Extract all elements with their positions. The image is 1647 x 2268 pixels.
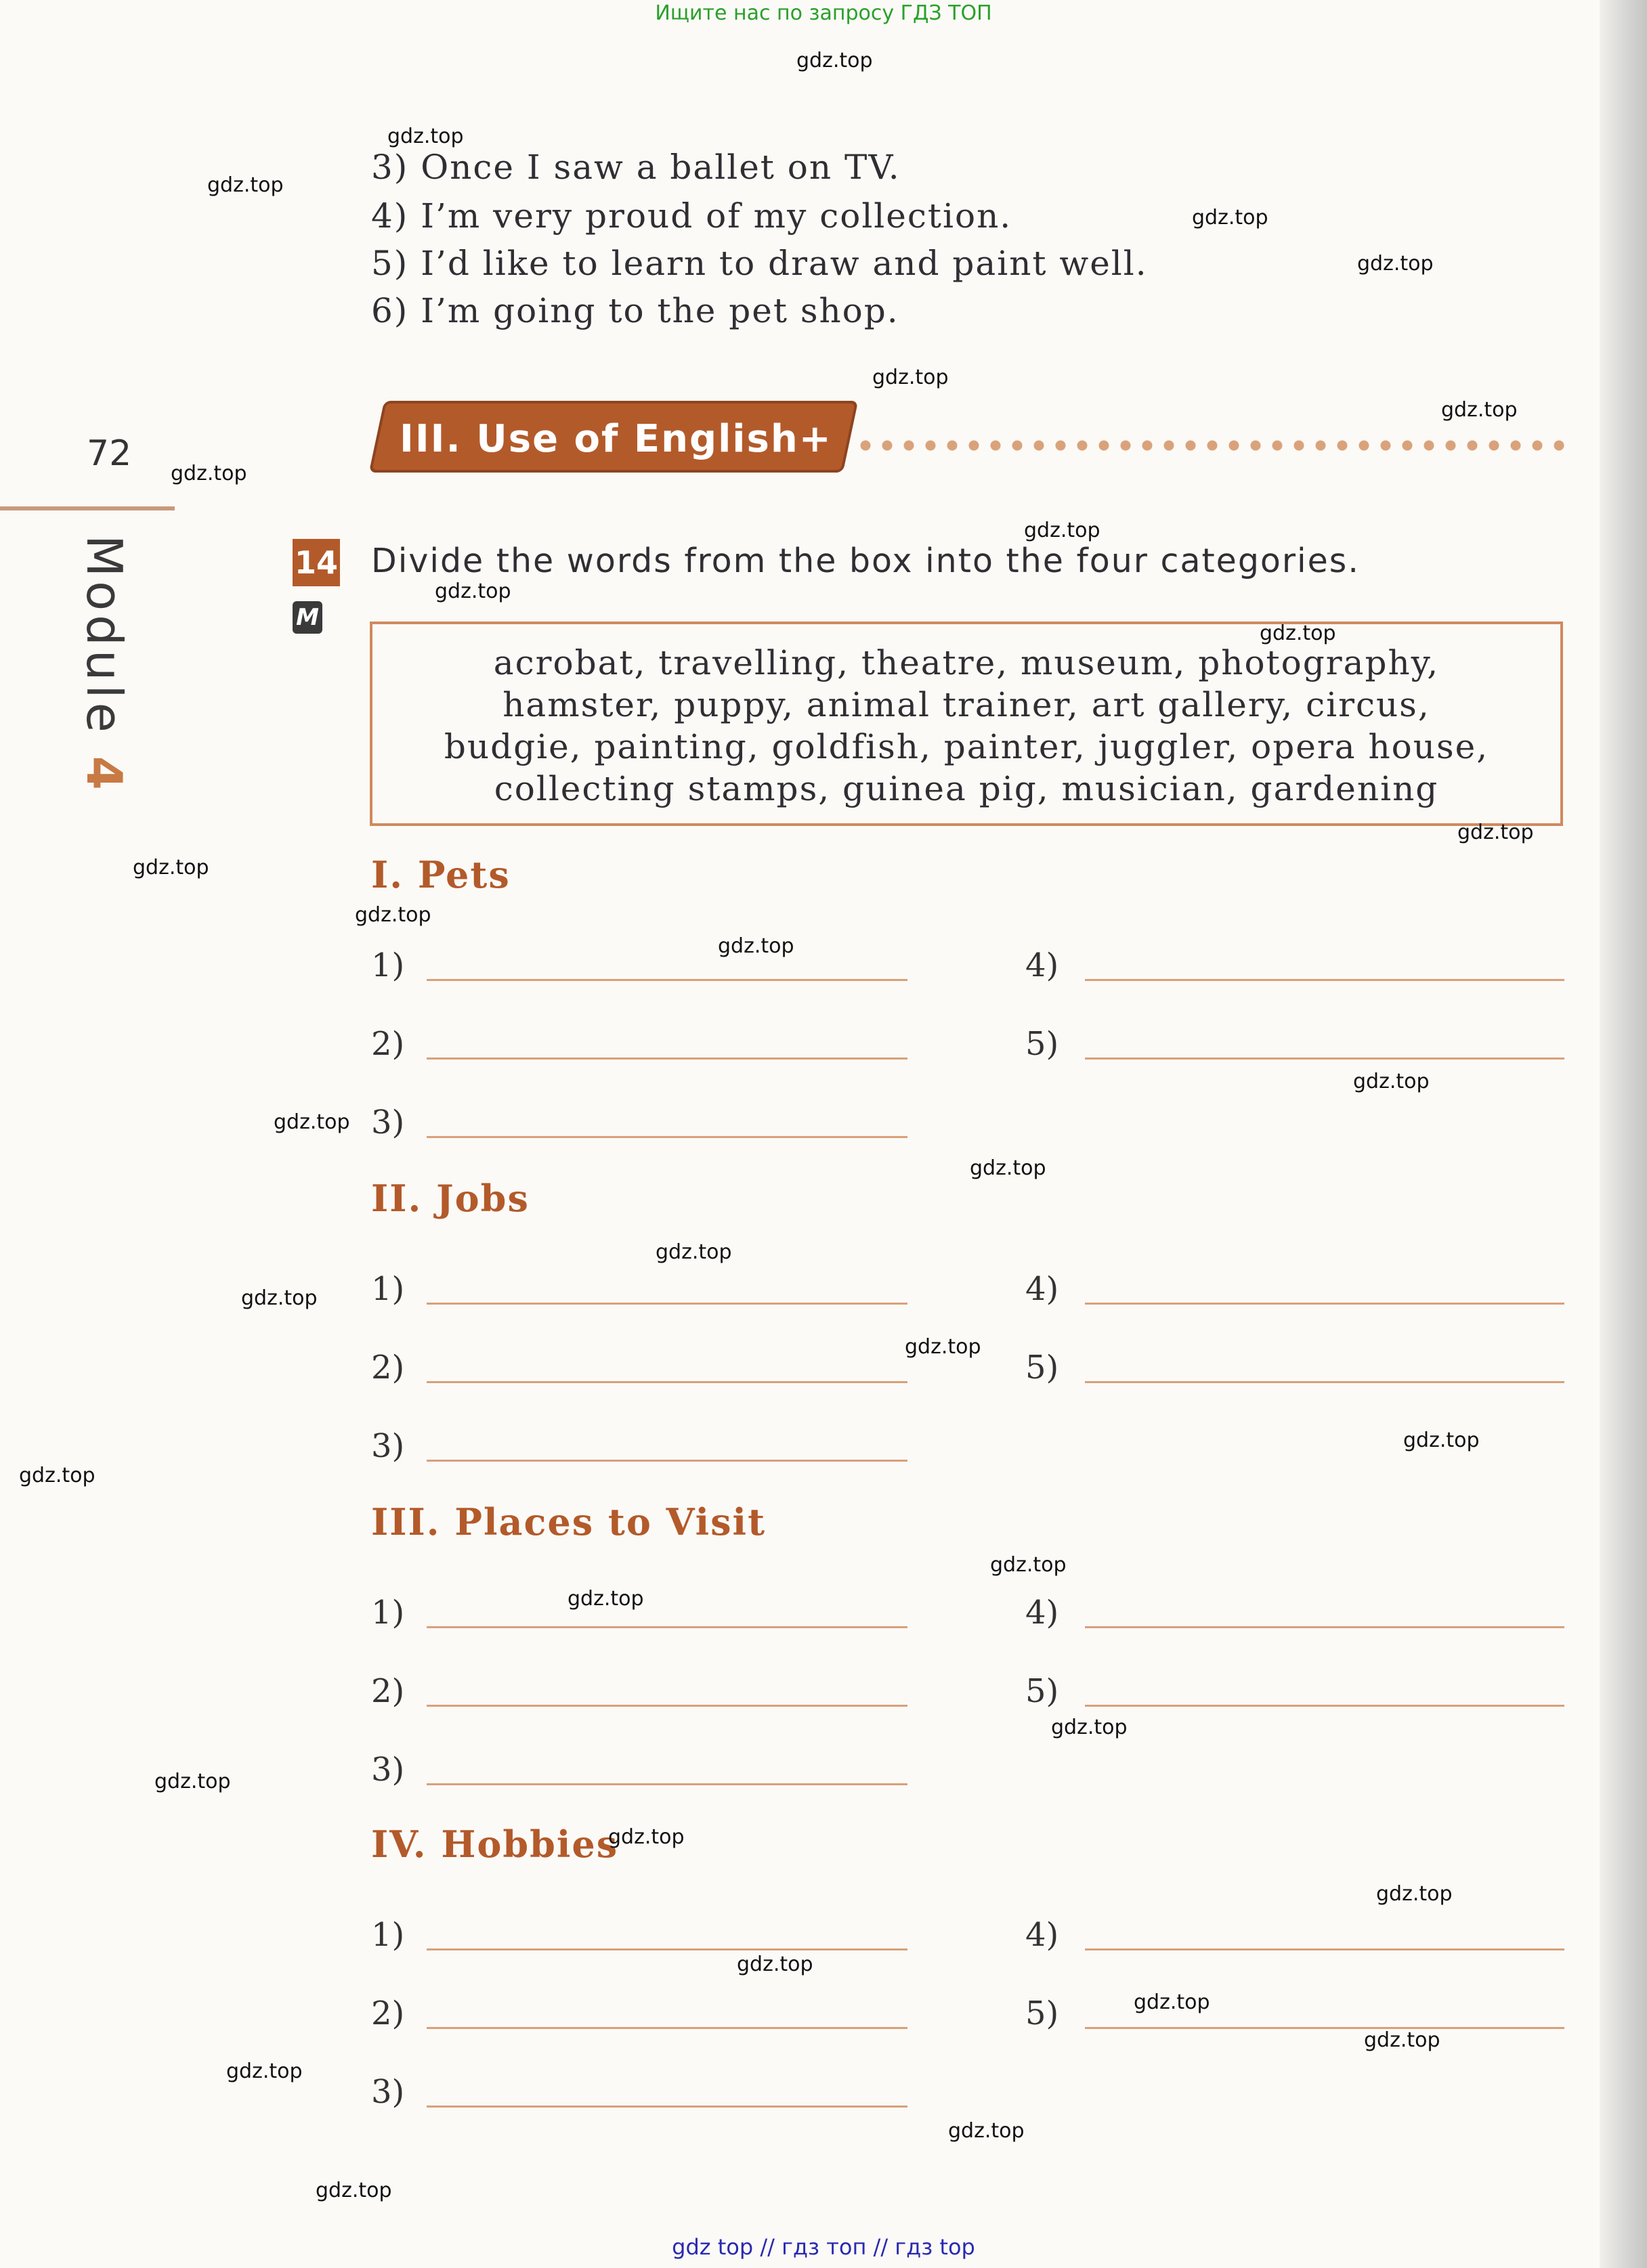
answer-label: 4) [1025,1916,1059,1954]
watermark: gdz.top [1357,252,1434,276]
intro-line-4: 4) I’m very proud of my collection. [371,196,1012,236]
answer-label: 5) [1025,1672,1059,1710]
watermark: gdz.top [796,49,873,72]
answer-label: 2) [371,1994,405,2032]
top-banner[interactable]: Ищите нас по запросу ГДЗ ТОП [655,1,992,25]
category-heading-hobbies: IV. Hobbies [371,1823,619,1866]
m-icon: M [293,601,322,634]
category-heading-places: III. Places to Visit [371,1500,767,1544]
watermark: gdz.top [1457,821,1534,844]
watermark: gdz.top [905,1335,981,1359]
answer-line[interactable] [427,979,907,981]
word-box-line: acrobat, travelling, theatre, museum, photography, [493,643,1440,682]
answer-label: 3) [371,2073,405,2111]
answer-line[interactable] [1085,1057,1564,1060]
watermark: gdz.top [316,2179,392,2202]
answer-label: 4) [1025,1270,1059,1308]
watermark: gdz.top [355,903,431,927]
watermark: gdz.top [1403,1429,1480,1452]
answer-label: 3) [371,1751,405,1789]
word-box-line: collecting stamps, guinea pig, musician, gardening [494,769,1439,808]
answer-line[interactable] [1085,1626,1564,1628]
answer-label: 2) [371,1025,405,1063]
answer-line[interactable] [1085,1381,1564,1383]
watermark: gdz.top [948,2119,1025,2143]
watermark: gdz.top [1441,398,1518,422]
answer-line[interactable] [1085,1303,1564,1305]
watermark: gdz.top [19,1464,95,1487]
page-edge-shadow [1600,0,1647,2268]
watermark: gdz.top [207,173,284,197]
watermark: gdz.top [1376,1882,1453,1906]
answer-label: 4) [1025,946,1059,984]
answer-line[interactable] [427,1626,907,1628]
answer-line[interactable] [1085,1948,1564,1950]
watermark: gdz.top [1353,1070,1430,1093]
answer-line[interactable] [1085,2027,1564,2029]
exercise-number-badge: 14 [293,539,340,586]
watermark: gdz.top [171,462,247,485]
answer-line[interactable] [427,1948,907,1950]
answer-line[interactable] [427,1057,907,1060]
module-tab [72,535,133,839]
watermark: gdz.top [970,1156,1046,1180]
answer-label: 5) [1025,1349,1059,1387]
category-heading-jobs: II. Jobs [371,1177,530,1220]
answer-label: 5) [1025,1994,1059,2032]
watermark: gdz.top [1364,2028,1440,2052]
answer-line[interactable] [427,1136,907,1138]
watermark: gdz.top [133,856,209,879]
watermark: gdz.top [608,1825,685,1849]
answer-label: 1) [371,946,405,984]
watermark: gdz.top [154,1770,231,1793]
page-number-rule [0,506,175,510]
answer-line[interactable] [427,1303,907,1305]
answer-label: 5) [1025,1025,1059,1063]
watermark: gdz.top [872,366,949,389]
watermark: gdz.top [226,2059,303,2083]
exercise-instruction: Divide the words from the box into the four categories. [371,542,1360,580]
answer-line[interactable] [427,1381,907,1383]
page-number: 72 [87,433,132,474]
intro-line-6: 6) I’m going to the pet shop. [371,291,899,330]
answer-line[interactable] [427,1783,907,1785]
watermark: gdz.top [1192,206,1268,230]
answer-label: 2) [371,1349,405,1387]
watermark: gdz.top [737,1953,813,1976]
watermark: gdz.top [718,934,794,958]
watermark: gdz.top [1134,1990,1210,2014]
answer-label: 3) [371,1104,405,1141]
watermark: gdz.top [1051,1716,1128,1739]
answer-label: 2) [371,1672,405,1710]
word-box-line: hamster, puppy, animal trainer, art gallery, circus, [502,685,1430,724]
watermark: gdz.top [387,125,464,148]
word-box-line: budgie, painting, goldfish, painter, juggler, opera house, [444,727,1489,766]
watermark: gdz.top [990,1553,1067,1577]
answer-label: 1) [371,1270,405,1308]
answer-line[interactable] [1085,1705,1564,1707]
watermark: gdz.top [1260,621,1336,645]
section-title: III. Use of English+ [400,417,832,461]
answer-line[interactable] [427,1460,907,1462]
answer-line[interactable] [427,2106,907,2108]
answer-label: 3) [371,1427,405,1465]
watermark: gdz.top [435,580,511,603]
answer-line[interactable] [1085,979,1564,981]
module-number: 4 [76,756,133,794]
answer-label: 1) [371,1594,405,1632]
watermark: gdz.top [1024,519,1100,542]
bottom-banner[interactable]: gdz top // гдз топ // гдз top [672,2234,975,2260]
watermark: gdz.top [241,1286,318,1310]
answer-label: 1) [371,1916,405,1954]
watermark: gdz.top [274,1110,350,1134]
watermark: gdz.top [568,1587,644,1611]
category-heading-pets: I. Pets [371,853,511,896]
intro-line-3: 3) Once I saw a ballet on TV. [371,148,901,187]
intro-line-5: 5) I’d like to learn to draw and paint well. [371,244,1148,283]
answer-line[interactable] [427,1705,907,1707]
module-label: Module [76,535,133,737]
watermark: gdz.top [656,1240,732,1264]
answer-label: 4) [1025,1594,1059,1632]
answer-line[interactable] [427,2027,907,2029]
section-dots-divider [855,439,1573,452]
